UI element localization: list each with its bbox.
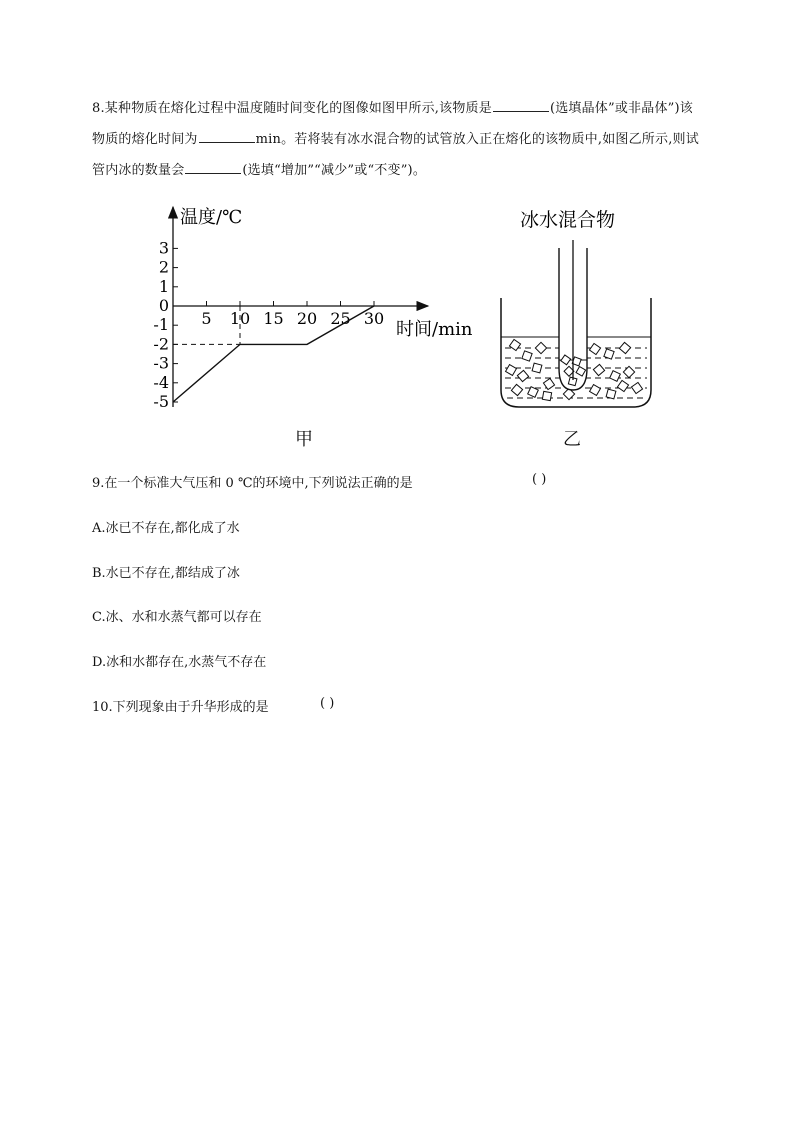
question-10-answer-bracket: ( ) [320,696,335,711]
x-tick-label: 25 [330,309,351,328]
y-tick-label: 1 [158,276,169,296]
x-tick-label: 5 [201,309,212,328]
ice-water-label: 冰水混合物 [520,209,616,231]
q9-option-c: C.冰、水和水蒸气都可以存在 [92,610,262,625]
temperature-time-chart [130,195,490,420]
x-tick-label: 20 [296,309,318,328]
x-axis-label: 时间/min [396,319,473,340]
question-9-stem: 9.在一个标准大气压和 0 ℃的环境中,下列说法正确的是 [92,476,413,491]
y-tick-label: -5 [153,392,169,411]
q8-blank-2 [199,128,255,143]
q9-option-d: D.冰和水都存在,水蒸气不存在 [92,655,267,670]
q8-text-1: 8.某种物质在熔化过程中温度随时间变化的图像如图甲所示,该物质是 [92,101,492,116]
question-9-answer-bracket: ( ) [532,472,547,487]
question-8 [92,93,702,186]
x-tick-label: 30 [363,309,385,328]
q9-option-a: A.冰已不存在,都化成了水 [92,521,240,536]
y-tick-label: -4 [153,372,169,392]
q8-text-2: (选填晶体”或非晶体”)该物质的熔化时间为 [92,101,693,147]
question-10-stem: 10.下列现象由于升华形成的是 [92,700,269,715]
x-tick-label: 15 [263,309,284,328]
q9-option-b: B.水已不存在,都结成了冰 [92,566,240,581]
y-tick-label: -1 [153,315,169,335]
y-tick-label: 3 [158,238,169,258]
y-tick-label: -2 [153,334,169,354]
x-tick-label: 10 [229,309,251,328]
q8-text-3: min。若将装有冰水混合物的试管放入正在熔化的该物质中,如图乙所示,则试管内冰的数量会 [92,132,699,178]
ice-water-beaker-diagram [495,200,665,415]
q8-blank-1 [493,97,549,112]
figure-jia-caption: 甲 [295,429,313,450]
q8-text-4: (选填“增加”“减少”或“不变”)。 [242,163,427,178]
y-tick-label: 0 [158,296,169,315]
q8-blank-3 [185,159,241,174]
y-tick-label: 2 [158,257,169,277]
y-axis-label: 温度/℃ [180,207,243,228]
figure-yi-caption: 乙 [563,429,581,450]
y-tick-label: -3 [153,353,169,373]
